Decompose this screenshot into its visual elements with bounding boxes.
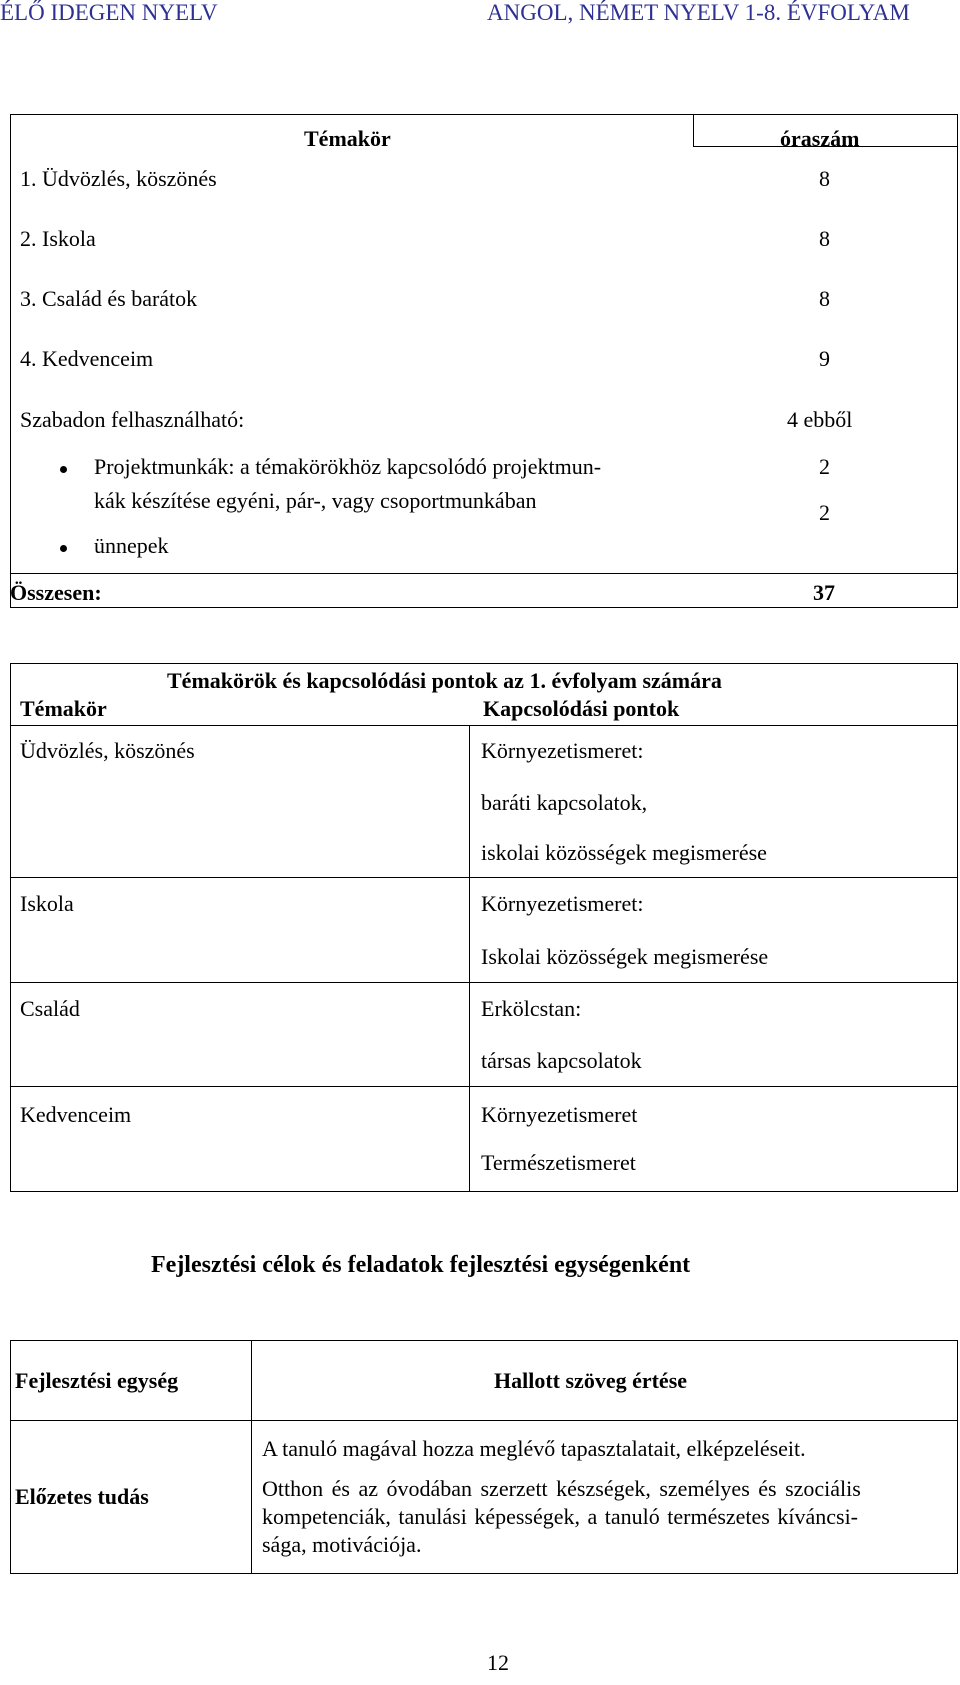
page-number: 12 bbox=[487, 1650, 509, 1675]
bullet-holidays-hours: 2 bbox=[819, 500, 830, 525]
connection-item: Erkölcstan: bbox=[481, 996, 582, 1021]
connection-item: Természetismeret bbox=[481, 1150, 636, 1175]
prior-knowledge-text-1: A tanuló magával hozza meglévő tapasztalatait, elképzeléseit. bbox=[262, 1436, 806, 1461]
hours-row-2: 8 bbox=[819, 226, 830, 251]
topic-greetings: Üdvözlés, köszönés bbox=[20, 738, 195, 763]
unit-name: Hallott szöveg értése bbox=[494, 1368, 688, 1393]
bullet-icon bbox=[60, 545, 67, 552]
bullet-holidays: ünnepek bbox=[94, 533, 169, 558]
prior-knowledge-text-3: kompetenciák, tanulási képességek, a tanuló természetes kíváncsi- bbox=[262, 1504, 859, 1529]
connections-title: Témakörök és kapcsolódási pontok az 1. évfolyam számára bbox=[167, 668, 722, 693]
free-hours-value: 4 ebből bbox=[787, 407, 853, 432]
prior-knowledge-text-4: sága, motivációja. bbox=[262, 1532, 422, 1557]
connection-item: társas kapcsolatok bbox=[481, 1048, 642, 1073]
connection-item: iskolai közösségek megismerése bbox=[481, 840, 767, 865]
prior-knowledge-label: Előzetes tudás bbox=[15, 1484, 149, 1509]
bullet-project-line2: kák készítése egyéni, pár-, vagy csoportmunkában bbox=[94, 488, 537, 513]
column-header-topic: Témakör bbox=[304, 126, 391, 151]
total-label: Összesen: bbox=[10, 580, 102, 605]
connection-item: Környezetismeret: bbox=[481, 738, 644, 763]
hours-row-4: 9 bbox=[819, 346, 830, 371]
topic-row-4: 4. Kedvenceim bbox=[20, 346, 154, 371]
bullet-project-line1: Projektmunkák: a témakörökhöz kapcsolódó projektmun- bbox=[94, 454, 602, 479]
total-value: 37 bbox=[813, 580, 835, 605]
topic-row-3: 3. Család és barátok bbox=[20, 286, 198, 311]
connection-item: baráti kapcsolatok, bbox=[481, 790, 648, 815]
column-header-hours: óraszám bbox=[780, 126, 860, 151]
header-subject: ÉLŐ IDEGEN NYELV bbox=[0, 0, 218, 25]
column-header-topic: Témakör bbox=[20, 696, 107, 721]
topic-school: Iskola bbox=[20, 891, 74, 916]
topic-favorites: Kedvenceim bbox=[20, 1102, 132, 1127]
topic-row-1: 1. Üdvözlés, köszönés bbox=[20, 166, 217, 191]
bullet-project-hours: 2 bbox=[819, 454, 830, 479]
hours-row-3: 8 bbox=[819, 286, 830, 311]
connection-item: Környezetismeret bbox=[481, 1102, 638, 1127]
bullet-icon bbox=[60, 466, 67, 473]
connection-item: Környezetismeret: bbox=[481, 891, 644, 916]
topic-family: Család bbox=[20, 996, 80, 1021]
hours-row-1: 8 bbox=[819, 166, 830, 191]
free-hours-label: Szabadon felhasználható: bbox=[20, 407, 245, 432]
connection-item: Iskolai közösségek megismerése bbox=[481, 944, 769, 969]
topic-row-2: 2. Iskola bbox=[20, 226, 96, 251]
prior-knowledge-text-2: Otthon és az óvodában szerzett készségek, személyes és szociális bbox=[262, 1476, 861, 1501]
section-title: Fejlesztési célok és feladatok fejlesztési egységenként bbox=[151, 1252, 691, 1278]
column-header-connections: Kapcsolódási pontok bbox=[483, 696, 680, 721]
header-grades: ANGOL, NÉMET NYELV 1-8. ÉVFOLYAM bbox=[487, 0, 910, 25]
column-header-unit: Fejlesztési egység bbox=[15, 1368, 179, 1393]
